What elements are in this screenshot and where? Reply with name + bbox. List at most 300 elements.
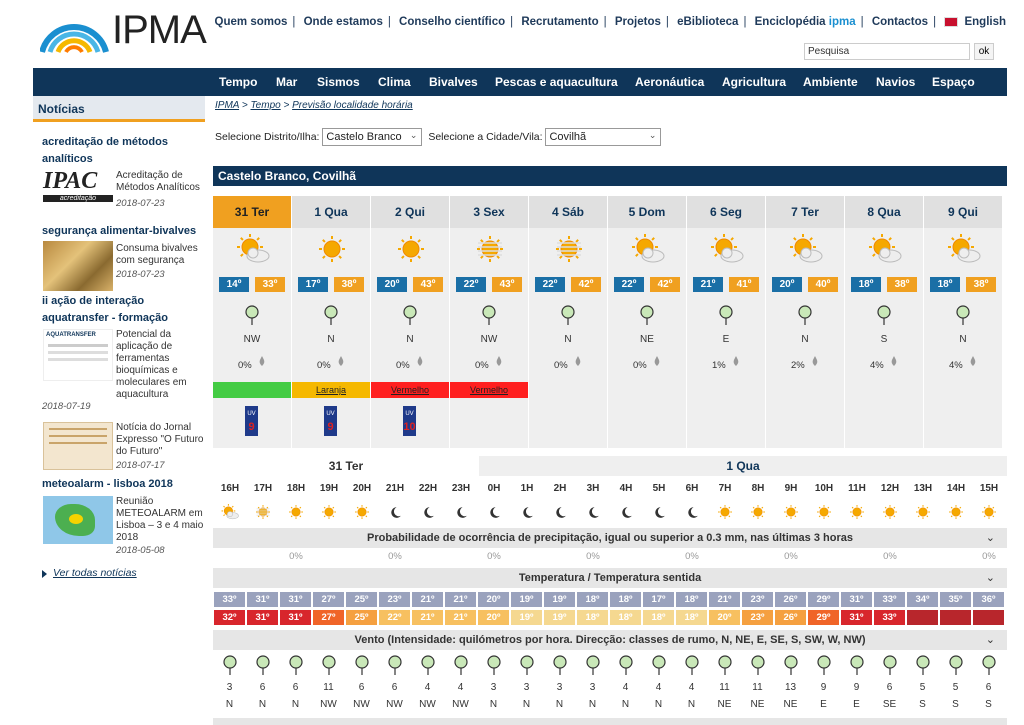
- sun-icon: [848, 503, 866, 521]
- temp-max: 40º: [808, 277, 838, 292]
- warning-badge[interactable]: Vermelho: [450, 382, 528, 398]
- feels-like-cell: [973, 610, 1004, 625]
- temp-cell: 31º: [247, 592, 278, 607]
- precip-prob: 0%: [554, 360, 568, 371]
- hours-row: [213, 478, 1007, 498]
- precip-prob: 0%: [633, 360, 647, 371]
- temp-min: 14º: [219, 277, 249, 292]
- sun-icon: [914, 503, 932, 521]
- feels-like-cell: 25º: [346, 610, 377, 625]
- hour-label: 20H: [352, 483, 372, 494]
- hour-label: 9H: [784, 483, 798, 494]
- wind-arrow-icon: [717, 304, 735, 326]
- wind-arrow-icon: [617, 654, 635, 676]
- temp-max: 42º: [650, 277, 680, 292]
- wind-arrow-icon: [518, 654, 536, 676]
- news-title[interactable]: acreditação de métodos analíticos: [42, 136, 168, 165]
- wind-speed: 13: [784, 682, 797, 693]
- day-header[interactable]: 3 Sex: [450, 196, 528, 228]
- nav-pescas[interactable]: Pescas e aquacultura: [495, 75, 618, 89]
- warning-badge[interactable]: Vermelho: [371, 382, 449, 398]
- precip-prob: 4%: [870, 360, 884, 371]
- day-column[interactable]: [608, 196, 686, 448]
- warning-badge[interactable]: [213, 382, 291, 398]
- link-quem-somos[interactable]: Quem somos: [214, 16, 288, 28]
- nav-tempo[interactable]: Tempo: [219, 75, 258, 89]
- wind-dir: N: [225, 699, 234, 710]
- sun-icon: [716, 503, 734, 521]
- feels-like-cell: 31º: [247, 610, 278, 625]
- wind-dir: N: [654, 699, 663, 710]
- wind-arrow-icon: [322, 304, 340, 326]
- haze-icon: [473, 234, 507, 264]
- wind-dir: NW: [320, 699, 337, 710]
- sun-cloud-icon: [221, 503, 239, 521]
- wind-speed: 11: [752, 682, 763, 693]
- precip-value: 0%: [883, 551, 897, 562]
- feels-like-cell: [907, 610, 938, 625]
- hour-label: 14H: [946, 483, 966, 494]
- svg-text:9: 9: [327, 421, 334, 433]
- timeline-day1[interactable]: 31 Ter: [213, 456, 479, 476]
- wind-direction: N: [564, 334, 572, 345]
- temp-cell: 17º: [643, 592, 674, 607]
- wind-direction: NE: [640, 334, 654, 345]
- hour-label: 15H: [979, 483, 999, 494]
- raindrop-icon: [811, 356, 819, 366]
- wind-speed: 11: [719, 682, 730, 693]
- precip-prob: 0%: [317, 360, 331, 371]
- precip-band[interactable]: Probabilidade de ocorrência de precipitação, igual ou superior a 0.3 mm, nas últimas 3 horas ⌄: [213, 528, 1007, 548]
- precip-prob: 4%: [949, 360, 963, 371]
- logo-text: IPMA: [112, 8, 206, 52]
- temp-band[interactable]: Temperatura / Temperatura sentida ⌄: [213, 568, 1007, 588]
- hour-label: 6H: [685, 483, 699, 494]
- precip-prob: 2%: [791, 360, 805, 371]
- link-ebiblioteca[interactable]: eBiblioteca: [677, 16, 739, 28]
- news-desc[interactable]: Potencial da aplicação de ferramentas bioquímicas e moleculares em aquacultura: [116, 329, 187, 400]
- wind-direction: E: [722, 334, 730, 345]
- temp-max: 38º: [887, 277, 917, 292]
- chevron-down-icon: ⌄: [985, 634, 995, 646]
- nav-navios[interactable]: Navios: [876, 75, 916, 89]
- day-column[interactable]: [529, 196, 607, 448]
- sun-cloud-icon: [631, 234, 665, 264]
- day-header[interactable]: 7 Ter: [766, 196, 844, 228]
- news-date: 2018-05-08: [116, 545, 165, 556]
- link-recrutamento[interactable]: Recrutamento: [521, 16, 599, 28]
- feels-like-cell: 19º: [544, 610, 575, 625]
- sun-icon: [782, 503, 800, 521]
- sidebar-title: Notícias: [33, 96, 205, 122]
- wind-arrow-icon: [386, 654, 404, 676]
- wind-speed: 5: [952, 682, 959, 693]
- temp-cell: 26º: [775, 592, 806, 607]
- wind-speed: 4: [457, 682, 464, 693]
- svg-text:UV: UV: [326, 411, 335, 417]
- wind-arrow-icon: [480, 304, 498, 326]
- wind-dir: N: [555, 699, 564, 710]
- wind-speed: 6: [358, 682, 365, 693]
- temp-cell: 27º: [313, 592, 344, 607]
- wind-dir: S: [919, 699, 926, 710]
- day-timeline: [213, 456, 1007, 476]
- nav-agricultura[interactable]: Agricultura: [722, 75, 787, 89]
- wind-dir: NW: [452, 699, 469, 710]
- chevron-down-icon: ⌄: [648, 130, 657, 140]
- city-select[interactable]: Covilhã ⌄: [545, 128, 661, 146]
- svg-text:UV: UV: [405, 411, 414, 417]
- moon-icon: [617, 503, 635, 521]
- sun-icon: [980, 503, 998, 521]
- wind-direction: S: [880, 334, 888, 345]
- precip-prob: 0%: [475, 360, 489, 371]
- wind-dir: S: [985, 699, 992, 710]
- wind-arrow-icon: [243, 304, 261, 326]
- link-enciclopedia[interactable]: Enciclopédia ipma: [754, 16, 856, 28]
- link-contactos[interactable]: Contactos: [871, 16, 929, 28]
- feels-like-cell: 31º: [280, 610, 311, 625]
- day-column[interactable]: [292, 196, 370, 448]
- wind-dir: N: [588, 699, 597, 710]
- temp-max: 42º: [571, 277, 601, 292]
- wind-arrow-icon: [947, 654, 965, 676]
- temp-cell: 21º: [709, 592, 740, 607]
- day-column[interactable]: [845, 196, 923, 448]
- news-desc[interactable]: Consuma bivalves com segurança: [116, 243, 198, 266]
- temp-cell: 18º: [676, 592, 707, 607]
- wind-speed: 6: [985, 682, 992, 693]
- wind-dir: S: [952, 699, 959, 710]
- wind-arrow-icon: [914, 654, 932, 676]
- chevron-down-icon: ⌄: [985, 572, 995, 584]
- wind-dir: NE: [783, 699, 798, 710]
- precip-value: 0%: [289, 551, 303, 562]
- day-header[interactable]: 2 Qui: [371, 196, 449, 228]
- temp-cell: 23º: [742, 592, 773, 607]
- temp-cell: 21º: [412, 592, 443, 607]
- temp-max: 43º: [413, 277, 443, 292]
- precip-value: 0%: [586, 551, 600, 562]
- link-conselho[interactable]: Conselho científico: [399, 16, 506, 28]
- expresso-image[interactable]: [43, 422, 113, 470]
- city-label: Selecione a Cidade/Vila:: [428, 130, 543, 143]
- hour-label: 16H: [220, 483, 240, 494]
- bivalves-image[interactable]: [43, 241, 113, 291]
- warning-badge[interactable]: Laranja: [292, 382, 370, 398]
- hour-label: 23H: [451, 483, 471, 494]
- hour-label: 2H: [553, 483, 567, 494]
- moon-icon: [551, 503, 569, 521]
- news-item[interactable]: [33, 134, 205, 209]
- wind-direction: N: [801, 334, 809, 345]
- temp-cell: 36º: [973, 592, 1004, 607]
- breadcrumb: IPMA > Tempo > Previsão localidade horária: [215, 100, 413, 111]
- nav-ambiente[interactable]: Ambiente: [803, 75, 858, 89]
- day-header[interactable]: 5 Dom: [608, 196, 686, 228]
- raindrop-icon: [574, 356, 582, 366]
- wind-speed: 6: [292, 682, 299, 693]
- hour-label: 18H: [286, 483, 306, 494]
- nav-mar[interactable]: Mar: [276, 75, 298, 89]
- wind-speed: 5: [919, 682, 926, 693]
- precip-value: 0%: [685, 551, 699, 562]
- feels-like-cell: 18º: [610, 610, 641, 625]
- moon-icon: [683, 503, 701, 521]
- ipac-logo-image[interactable]: IPAC acreditação: [43, 168, 113, 218]
- wind-speed: 3: [523, 682, 530, 693]
- hour-label: 1H: [520, 483, 534, 494]
- day-column[interactable]: [687, 196, 765, 448]
- main-content: [213, 96, 1007, 725]
- news-title[interactable]: ii ação de interação aquatransfer - formação: [42, 295, 168, 324]
- search-button[interactable]: ok: [974, 43, 994, 60]
- wind-arrow-icon: [980, 654, 998, 676]
- meteoalarm-map-image[interactable]: [43, 496, 113, 544]
- wind-arrow-icon: [716, 654, 734, 676]
- temp-max: 41º: [729, 277, 759, 292]
- day-header[interactable]: 4 Sáb: [529, 196, 607, 228]
- next-band: [213, 718, 1007, 725]
- hour-label: 13H: [913, 483, 933, 494]
- wind-arrow-icon: [815, 654, 833, 676]
- temp-cell: 18º: [610, 592, 641, 607]
- news-item[interactable]: [33, 223, 205, 280]
- wind-arrow-icon: [419, 654, 437, 676]
- news-item[interactable]: [33, 293, 205, 412]
- news-date: 2018-07-17: [116, 460, 165, 471]
- day-column[interactable]: [213, 196, 291, 448]
- temp-cell: 31º: [841, 592, 872, 607]
- wind-arrow-icon: [401, 304, 419, 326]
- link-onde-estamos[interactable]: Onde estamos: [303, 16, 383, 28]
- link-projetos[interactable]: Projetos: [614, 16, 661, 28]
- uv-index-icon: [245, 406, 258, 436]
- wind-speed: 3: [589, 682, 596, 693]
- moon-icon: [386, 503, 404, 521]
- temp-max: 38º: [966, 277, 996, 292]
- feels-like-cell: 32º: [214, 610, 245, 625]
- wind-speed: 6: [391, 682, 398, 693]
- nav-espaco[interactable]: Espaço: [932, 75, 975, 89]
- wind-arrow-icon: [638, 304, 656, 326]
- temp-cell: 29º: [808, 592, 839, 607]
- crumb-tempo[interactable]: Tempo: [250, 100, 281, 111]
- hour-icons-row: [213, 500, 1007, 524]
- day-column[interactable]: [371, 196, 449, 448]
- sun-icon: [881, 503, 899, 521]
- precip-prob: 1%: [712, 360, 726, 371]
- haze-icon: [254, 503, 272, 521]
- day-column[interactable]: [766, 196, 844, 448]
- temp-min: 22º: [535, 277, 565, 292]
- wind-arrow-icon: [221, 654, 239, 676]
- wind-speed: 9: [820, 682, 827, 693]
- temp-min: 20º: [772, 277, 802, 292]
- wind-dir: NW: [419, 699, 436, 710]
- wind-direction: N: [406, 334, 414, 345]
- news-item[interactable]: [33, 476, 205, 556]
- chevron-down-icon: ⌄: [409, 130, 418, 140]
- link-english[interactable]: English: [964, 16, 1006, 28]
- location-selectors: [215, 128, 664, 146]
- haze-icon: [552, 234, 586, 264]
- feels-like-cell: 21º: [445, 610, 476, 625]
- feels-like-cell: 22º: [379, 610, 410, 625]
- search-input[interactable]: [804, 43, 970, 60]
- wind-arrow-icon: [683, 654, 701, 676]
- wind-speed: 4: [424, 682, 431, 693]
- timeline-day2[interactable]: 1 Qua: [479, 456, 1007, 476]
- nav-sismos[interactable]: Sismos: [317, 75, 360, 89]
- feels-like-cell: 19º: [511, 610, 542, 625]
- moon-icon: [452, 503, 470, 521]
- day-header[interactable]: 8 Qua: [845, 196, 923, 228]
- day-column[interactable]: [924, 196, 1002, 448]
- wind-direction: N: [327, 334, 335, 345]
- feels-like-cell: 23º: [742, 610, 773, 625]
- raindrop-icon: [337, 356, 345, 366]
- wind-speed: 4: [622, 682, 629, 693]
- news-title[interactable]: segurança alimentar-bivalves: [42, 225, 197, 237]
- sun-cloud-icon: [710, 234, 744, 264]
- raindrop-icon: [495, 356, 503, 366]
- hour-label: 11H: [848, 483, 866, 494]
- wind-dir: E: [820, 699, 827, 710]
- wind-arrow-icon: [650, 654, 668, 676]
- temp-min: 21º: [693, 277, 723, 292]
- wind-arrow-icon: [559, 304, 577, 326]
- crumb-previsao[interactable]: Previsão localidade horária: [292, 100, 413, 111]
- nav-aeronautica[interactable]: Aeronáutica: [635, 75, 705, 89]
- wind-dir: N: [258, 699, 267, 710]
- wind-arrow-icon: [848, 654, 866, 676]
- raindrop-icon: [969, 356, 977, 366]
- precip-row: [213, 548, 1007, 566]
- raindrop-icon: [416, 356, 424, 366]
- temp-cell: 19º: [544, 592, 575, 607]
- temp-cell: 20º: [478, 592, 509, 607]
- day-header[interactable]: 6 Seg: [687, 196, 765, 228]
- wind-arrow-icon: [796, 304, 814, 326]
- wind-arrow-icon: [875, 304, 893, 326]
- wind-rows: [213, 652, 1007, 716]
- district-label: Selecione Distrito/Ilha:: [215, 130, 320, 143]
- wind-arrow-icon: [749, 654, 767, 676]
- day-header[interactable]: 31 Ter: [213, 196, 291, 228]
- feels-like-cell: 18º: [643, 610, 674, 625]
- hour-label: 7H: [718, 483, 732, 494]
- temp-min: 18º: [851, 277, 881, 292]
- top-links: Quem somos | Onde estamos | Conselho científico | Recrutamento | Projetos | eBiblioteca | Enciclopédia ipma | Contactos | English: [214, 16, 1006, 28]
- wind-band[interactable]: Vento (Intensidade: quilómetros por hora. Direcção: classes de rumo, N, NE, E, SE, S, SW, W, NW) ⌄: [213, 630, 1007, 650]
- aquatransfer-image[interactable]: AQUATRANSFER: [43, 329, 113, 381]
- temp-cell: 33º: [874, 592, 905, 607]
- sun-icon: [287, 503, 305, 521]
- wind-speed: 4: [655, 682, 662, 693]
- news-date: 2018-07-23: [116, 269, 165, 280]
- wind-dir: N: [291, 699, 300, 710]
- uv-index-icon: [403, 406, 416, 436]
- wind-speed: 3: [556, 682, 563, 693]
- chevron-down-icon: ⌄: [985, 532, 995, 544]
- more-news-link[interactable]: Ver todas notícias: [53, 567, 137, 579]
- day-column[interactable]: [450, 196, 528, 448]
- temp-min: 17º: [298, 277, 328, 292]
- temp-rows: [213, 592, 1007, 628]
- hour-label: 19H: [319, 483, 339, 494]
- sun-cloud-icon: [868, 234, 902, 264]
- uv-index-icon: [324, 406, 337, 436]
- precip-value: 0%: [982, 551, 996, 562]
- wind-speed: 6: [886, 682, 893, 693]
- moon-icon: [518, 503, 536, 521]
- wind-arrow-icon: [353, 654, 371, 676]
- district-select[interactable]: Castelo Branco ⌄: [322, 128, 422, 146]
- precip-prob: 0%: [238, 360, 252, 371]
- flag-uk-icon[interactable]: [944, 17, 958, 27]
- sun-icon: [749, 503, 767, 521]
- temp-min: 22º: [614, 277, 644, 292]
- moon-icon: [650, 503, 668, 521]
- day-header[interactable]: 9 Qui: [924, 196, 1002, 228]
- nav-clima[interactable]: Clima: [378, 75, 411, 89]
- news-desc[interactable]: Notícia do Jornal Expresso "O Futuro do Futuro": [116, 422, 204, 457]
- temp-max: 38º: [334, 277, 364, 292]
- hour-label: 17H: [253, 483, 273, 494]
- sun-icon: [394, 234, 428, 264]
- crumb-ipma[interactable]: IPMA: [215, 100, 240, 111]
- wind-arrow-icon: [452, 654, 470, 676]
- feels-like-cell: 29º: [808, 610, 839, 625]
- temp-max: 43º: [492, 277, 522, 292]
- news-title[interactable]: meteoalarm - lisboa 2018: [42, 478, 173, 490]
- wind-dir: E: [853, 699, 860, 710]
- wind-dir: NW: [353, 699, 370, 710]
- sun-cloud-icon: [789, 234, 823, 264]
- temp-cell: 34º: [907, 592, 938, 607]
- wind-direction: NW: [243, 334, 261, 345]
- moon-icon: [584, 503, 602, 521]
- wind-dir: NE: [750, 699, 765, 710]
- wind-arrow-icon: [485, 654, 503, 676]
- news-sidebar: [33, 96, 205, 725]
- wind-dir: NW: [386, 699, 403, 710]
- location-title: Castelo Branco, Covilhã: [213, 166, 1007, 186]
- nav-bivalves[interactable]: Bivalves: [429, 75, 478, 89]
- temp-cell: 21º: [445, 592, 476, 607]
- temp-max: 33º: [255, 277, 285, 292]
- hour-label: 22H: [418, 483, 438, 494]
- wind-arrow-icon: [954, 304, 972, 326]
- arrow-right-icon: [42, 570, 47, 578]
- day-header[interactable]: 1 Qua: [292, 196, 370, 228]
- feels-like-cell: 20º: [709, 610, 740, 625]
- hour-label: 8H: [751, 483, 765, 494]
- news-desc[interactable]: Acreditação de Métodos Analíticos: [116, 170, 200, 193]
- wind-dir: N: [489, 699, 498, 710]
- sun-icon: [315, 234, 349, 264]
- temp-min: 18º: [930, 277, 960, 292]
- raindrop-icon: [732, 356, 740, 366]
- sun-cloud-icon: [947, 234, 981, 264]
- wind-arrow-icon: [287, 654, 305, 676]
- wind-dir: SE: [882, 699, 897, 710]
- precip-prob: 0%: [396, 360, 410, 371]
- wind-arrow-icon: [254, 654, 272, 676]
- news-desc[interactable]: Reunião METEOALARM em Lisboa – 3 e 4 maio 2018: [116, 496, 204, 543]
- news-date: 2018-07-19: [42, 401, 91, 412]
